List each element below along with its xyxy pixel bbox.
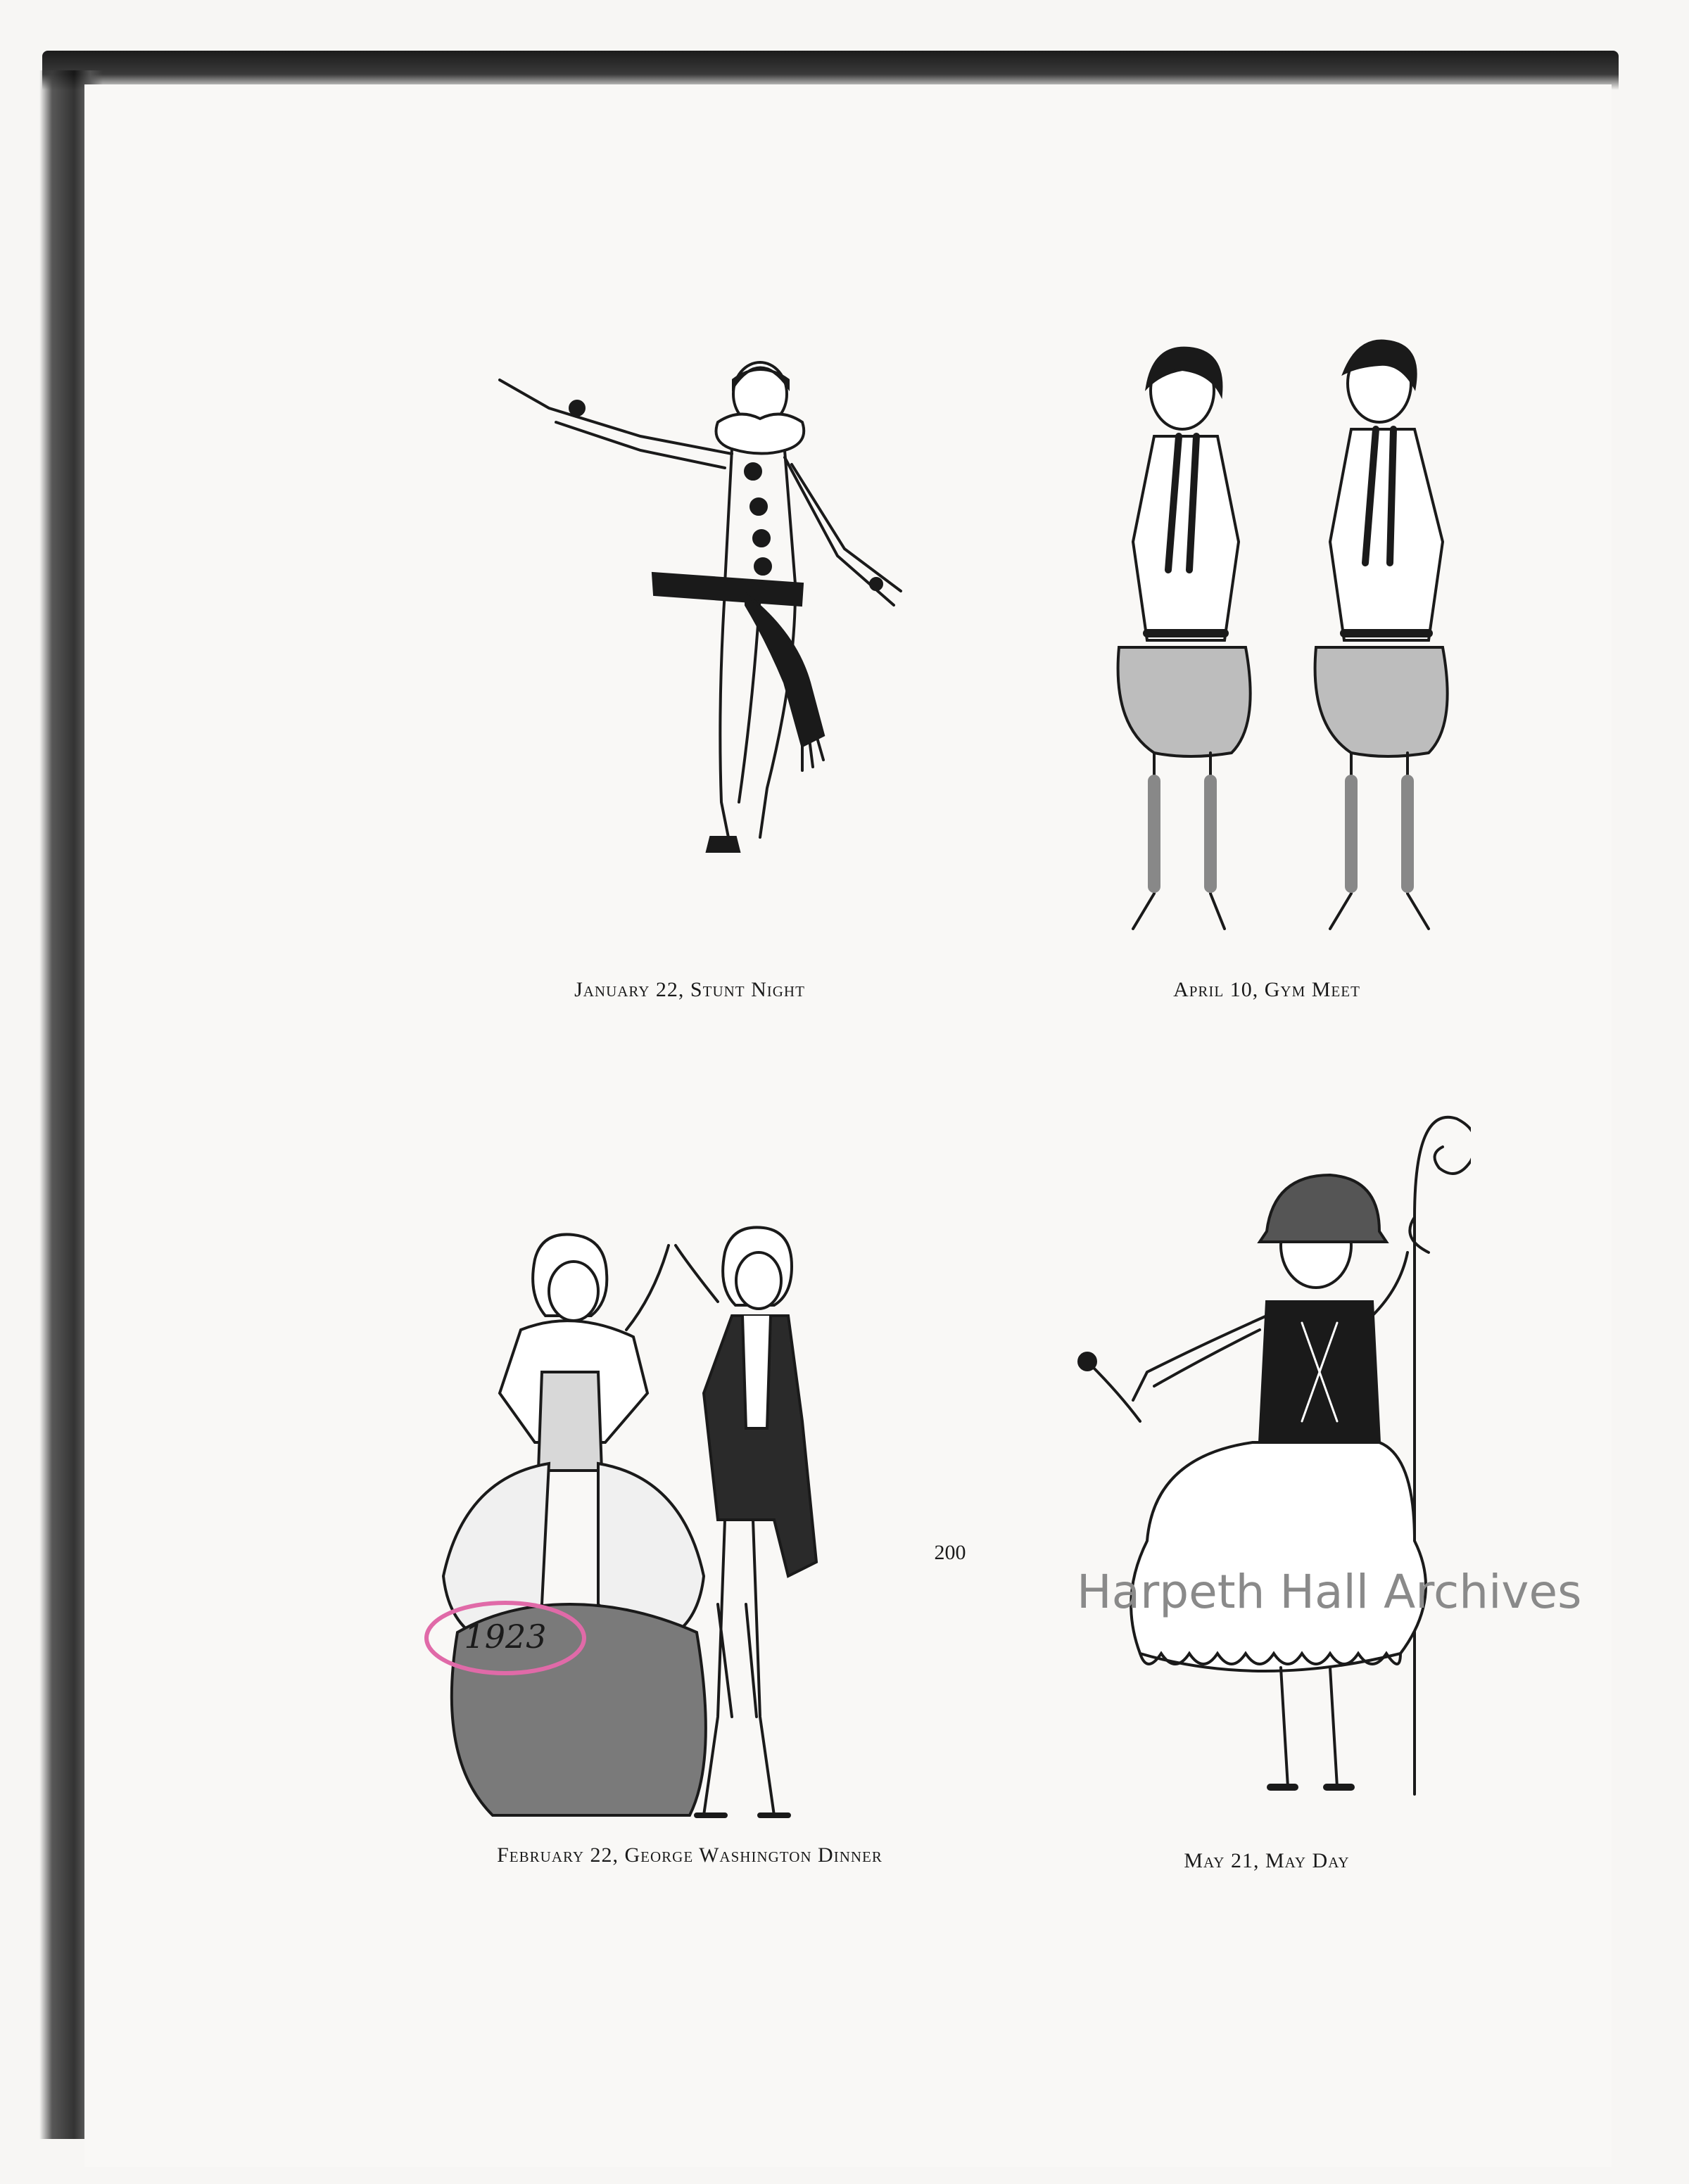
handwritten-year: 1923: [464, 1618, 547, 1656]
caption-gym-meet: April 10, Gym Meet: [1173, 978, 1360, 1001]
gym-girls-illustration: [1049, 331, 1485, 950]
figure-gym-meet: [1049, 331, 1485, 950]
pierrot-illustration: [429, 352, 950, 950]
figure-washington-dinner: [422, 1210, 957, 1829]
caption-stunt-night: January 22, Stunt Night: [574, 978, 805, 1001]
figure-stunt-night: [429, 352, 950, 950]
caption-may-day: May 21, May Day: [1184, 1849, 1350, 1872]
handwritten-year-stamp: [419, 1594, 591, 1679]
colonial-couple-illustration: [422, 1210, 957, 1829]
figure-may-day: [1049, 1091, 1471, 1836]
page-number: 200: [934, 1541, 966, 1564]
shepherdess-illustration: [1049, 1091, 1471, 1836]
archive-watermark: Harpeth Hall Archives: [1077, 1565, 1582, 1619]
caption-washington-dinner: February 22, George Washington Dinner: [497, 1843, 883, 1867]
